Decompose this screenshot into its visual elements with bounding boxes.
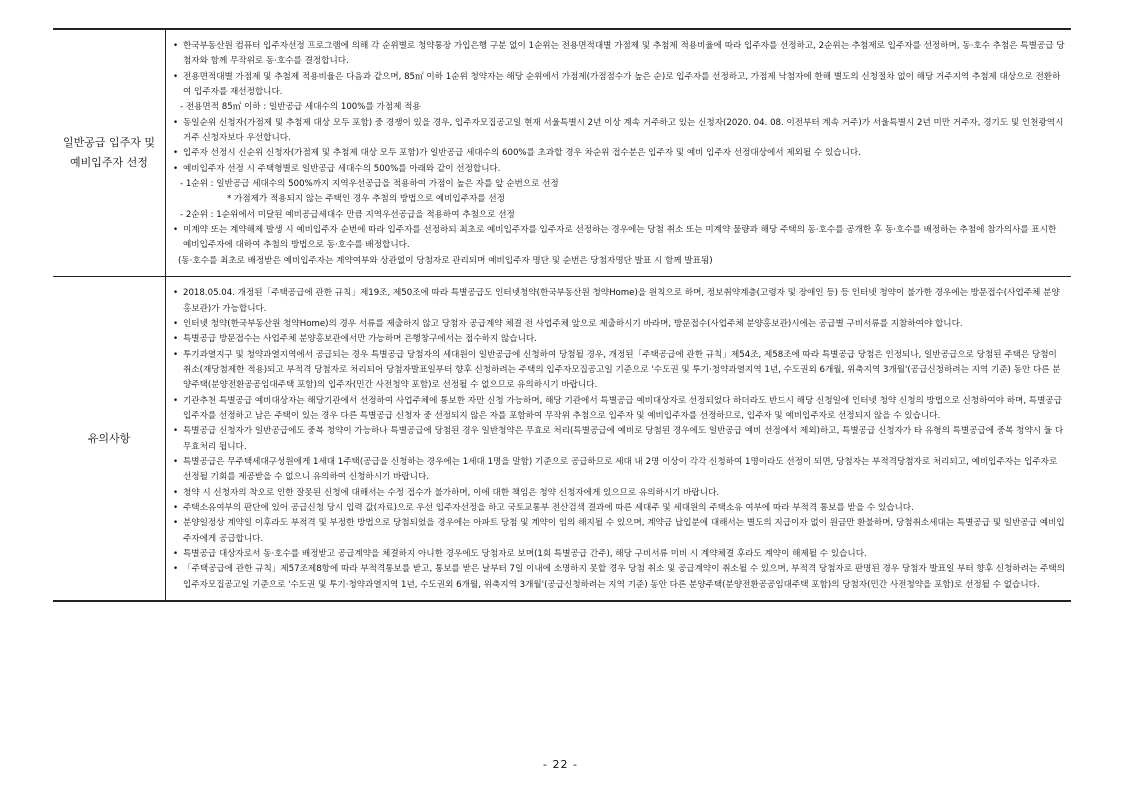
sub-item: - 2순위 : 1순위에서 미달된 예비공급세대수 만큼 지역우선공급을 적용하여 추첨으로 선정 [180, 209, 515, 220]
row-label-line: 예비입주자 선정 [70, 156, 148, 170]
bullet-item: • 예비입주자 선정 시 주택형별로 일반공급 세대수의 500%를 아래와 같이 선정합니다. [171, 162, 1067, 177]
bullet-item: • 미계약 또는 계약해제 발생 시 예비입주자 순번에 따라 입주자를 선정하되 최초로 예비입주자를 입주자로 선정하는 경우에는 당첨 취소 또는 미계약 물량과 해당 주택의 동·호수를 공개한 후 동·호수를 배정하는 추첨에 참가의사를 표시한 예비입주자에 대하여 추첨의 방법으로 동·호수를 배정합니다. [171, 223, 1067, 254]
bullet-item: • 분양일정상 계약일 이후라도 부적격 및 부정한 방법으로 당첨되었을 경우에는 아파트 당첨 및 계약이 임의 해지될 수 있으며, 계약금 납입분에 대해서는 별도의 지급이자 없이 원금만 환불하며, 당첨취소세대는 특별공급 및 일반공급 예비입주자에게 공급합니다. [171, 516, 1067, 547]
notice-list [171, 286, 1067, 593]
bullet-item: • 한국부동산원 컴퓨터 입주자선정 프로그램에 의해 각 순위별로 청약통장 가입은행 구분 없이 1순위는 전용면적대별 가점제 및 추첨제 적용비율에 따라 입주자를 선정하고, 2순위는 추첨제로 입주자를 선정하며, 동·호수 추첨은 특별공급 당첨자와 함께 무작위로 동·호수를 결정합니다. [171, 39, 1067, 70]
sub-item: - 전용면적 85㎡ 이하 : 일반공급 세대수의 100%를 가점제 적용 [180, 102, 421, 113]
row-label-line: 일반공급 입주자 및 [62, 136, 155, 150]
bullet-item: • 「주택공급에 관한 규칙」제57조제8항에 따라 부적격통보를 받고, 통보를 받은 날부터 7일 이내에 소명하지 못할 경우 당첨 취소 및 공급계약이 취소될 수 있으며, 부적격 당첨자로 판명된 경우 당첨자 발표일 부터 향후 신청하려는 주택의 입주자모집공고일 기준으로 '수도권 및 투기·청약과열지역 1년, 수도권외 6개월, 위축지역 3개월'(공급신청하려는 지역 기준) 동안 다른 분양주택(분양전환공공임대주택 포함)의 당첨자(민간 사전청약을 포함)로 선정될 수 없습니다. [171, 562, 1067, 593]
table-row [53, 29, 1071, 277]
row-content [166, 277, 1072, 601]
bullet-item: • 2018.05.04. 개정된「주택공급에 관한 규칙」제19조, 제50조에 따라 특별공급도 인터넷청약(한국부동산원 청약Home)을 원칙으로 하며, 정보취약계층(고령자 및 장애인 등) 등 인터넷 청약이 불가한 경우에는 방문접수(사업주체 분양홍보관)가 가능합니다. [171, 286, 1067, 317]
sub-item: - 1순위 : 일반공급 세대수의 500%까지 지역우선공급을 적용하여 가점이 높은 자를 앞 순번으로 선정 [180, 179, 559, 190]
bullet-item: • 주택소유여부의 판단에 있어 공급신청 당시 입력 값(자료)으로 우선 입주자선정을 하고 국토교통부 전산검색 결과에 따른 세대주 및 세대원의 주택소유 여부에 따라 부적격 통보를 받을 수 있습니다. [171, 501, 1067, 516]
bullet-item: • 전용면적대별 가점제 및 추첨제 적용비율은 다음과 같으며, 85㎡ 이하 1순위 청약자는 해당 순위에서 가점제(가점점수가 높은 순)로 입주자를 선정하고, 가점제 낙첨자에 한해 별도의 신청절차 없이 해당 거주지역 추첨제 대상으로 전환하여 입주자를 재선정합니다. [171, 70, 1067, 101]
bullet-item: • 기관추천 특별공급 예비대상자는 해당기관에서 선정하여 사업주체에 통보한 자만 신청 가능하며, 해당 기관에서 특별공급 예비대상자로 선정되었다 하더라도 반드시 해당 신청일에 인터넷 청약 신청의 방법으로 신청하여야 하며, 특별공급 입주자를 선정하고 남은 주택이 있는 경우 다른 특별공급 신청자 중 선정되지 않은 자를 포함하여 무작위 추첨으로 입주자 및 예비입주자를 선정하므로, 입주자 및 예비입주자로 선정되지 않을 수 있습니다. [171, 394, 1067, 425]
bullet-item: • 특별공급은 무주택세대구성원에게 1세대 1주택(공급을 신청하는 경우에는 1세대 1명을 말함) 기준으로 공급하므로 세대 내 2명 이상이 각각 신청하여 1명이라도 선정이 되면, 당첨자는 부적격당첨자로 처리되고, 예비입주자는 입주자로 선정될 기회를 제공받을 수 없으니 유의하여 신청하시기 바랍니다. [171, 455, 1067, 486]
bullet-item: • 인터넷 청약(한국부동산원 청약Home)의 경우 서류를 제출하지 않고 당첨자 공급계약 체결 전 사업주체 앞으로 제출하시기 바라며, 방문접수(사업주체 분양홍보관)시에는 공급별 구비서류를 지참하여야 합니다. [171, 317, 1067, 332]
bullet-item: • 동일순위 신청자(가점제 및 추첨제 대상 모두 포함) 중 경쟁이 있을 경우, 입주자모집공고일 현재 서울특별시 2년 이상 계속 거주하고 있는 신청자(2020. 04. 08. 이전부터 계속 거주)가 서울특별시 2년 미만 거주자, 경기도 및 인천광역시 거주 신청자보다 우선합니다. [171, 116, 1067, 147]
row-label [53, 277, 166, 601]
notice-list [171, 39, 1067, 269]
bullet-item: • 특별공급 신청자가 일반공급에도 중복 청약이 가능하나 특별공급에 당첨된 경우 일반청약은 무효로 처리(특별공급에 예비로 당첨된 경우에도 일반공급 예비 선정에서 제외)하고, 특별공급 신청자가 타 유형의 특별공급에 중복 청약시 둘 다 무효처리 됩니다. [171, 424, 1067, 455]
notice-table [53, 28, 1071, 602]
sub-item: * 가점제가 적용되지 않는 주택인 경우 추첨의 방법으로 예비입주자를 선정 [227, 194, 505, 205]
table-row [53, 277, 1071, 601]
row-content [166, 29, 1072, 277]
bullet-item: • 특별공급 방문접수는 사업주체 분양홍보관에서만 가능하며 은행창구에서는 접수하지 않습니다. [171, 332, 1067, 347]
row-label [53, 29, 166, 277]
note-item: (동·호수를 최초로 배정받은 예비입주자는 계약여부와 상관없이 당첨자로 관리되며 예비입주자 명단 및 순번은 당첨자명단 발표 시 함께 발표됨) [178, 255, 713, 266]
bullet-item: • 특별공급 대상자로서 동·호수를 배정받고 공급계약을 체결하지 아니한 경우에도 당첨자로 보며(1회 특별공급 간주), 해당 구비서류 미비 시 계약체결 후라도 계약이 해제될 수 있습니다. [171, 547, 1067, 562]
bullet-item: • 청약 시 신청자의 착오로 인한 잘못된 신청에 대해서는 수정 접수가 불가하며, 이에 대한 책임은 청약 신청자에게 있으므로 유의하시기 바랍니다. [171, 486, 1067, 501]
bullet-item: • 투기과열지구 및 청약과열지역에서 공급되는 경우 특별공급 당첨자의 세대원이 일반공급에 신청하여 당첨될 경우, 개정된「주택공급에 관한 규칙」제54조, 제58조에 따라 특별공급 당첨은 인정되나, 일반공급으로 당첨된 주택은 당첨이 취소(재당첨제한 적용)되고 부적격 당첨자로 처리되어 당첨자발표일부터 향후 신청하려는 주택의 입주자모집공고일 기준으로 '수도권 및 투기·청약과열지역 1년, 수도권외 6개월, 위축지역 3개월'(공급신청하려는 지역 기준) 동안 다른 분양주택(분양전환공공임대주택 포함)의 입주자(민간 사전청약 포함)로 선정될 수 없으므로 유의하시기 바랍니다. [171, 348, 1067, 394]
page-number: - 22 - [543, 758, 578, 771]
row-label-line: 유의사항 [87, 431, 131, 445]
bullet-item: • 입주자 선정시 신순위 신청자(가점제 및 추첨제 대상 모두 포함)가 일반공급 세대수의 600%를 초과할 경우 차순위 접수분은 입주자 및 예비 입주자 선정대상에서 제외될 수 있습니다. [171, 146, 1067, 161]
